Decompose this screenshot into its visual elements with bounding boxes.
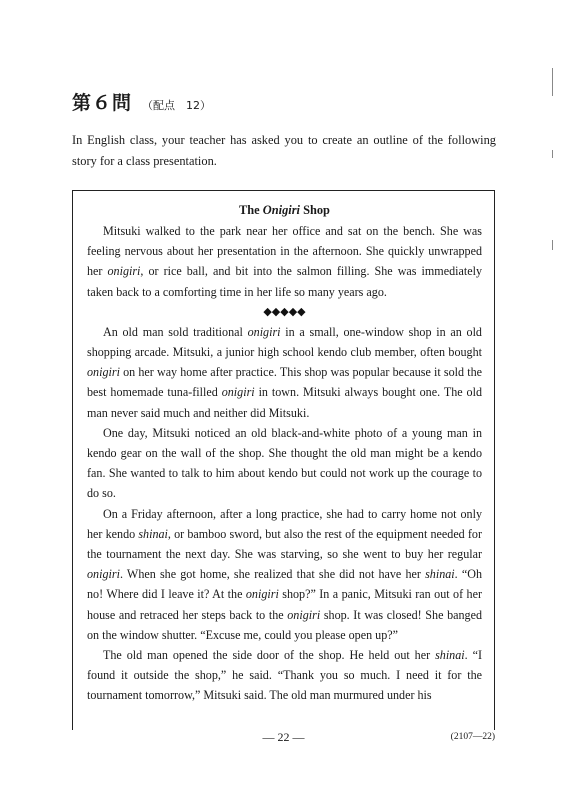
text-run: . “I found it outside the shop,” he said. “Thank you so much. I need it for the tournament tomorrow,” Mitsuki said. The old man murmured under his	[87, 648, 482, 703]
text-run: , or bamboo sword, but also the rest of the equipment needed for the tournament the next day. She was starving, so she went to buy her regular	[87, 526, 483, 562]
story-paragraph	[87, 221, 482, 302]
text-run: in a small, one-window shop in an old shopping arcade. Mitsuki, a junior high school kendo club member, often bought	[87, 324, 482, 360]
italic-term: shinai	[138, 526, 168, 541]
italic-term: onigiri	[245, 587, 279, 602]
italic-term: onigiri	[107, 264, 141, 279]
story-paragraph	[87, 322, 482, 423]
intro-text	[72, 130, 496, 172]
question-heading	[72, 88, 211, 115]
story-title-italic: Onigiri	[262, 203, 300, 217]
page-code: (2107—22)	[450, 732, 495, 742]
text-run: An old man sold traditional	[103, 324, 248, 339]
italic-term: onigiri	[221, 385, 255, 400]
intro-paragraph: In English class, your teacher has asked you to create an outline of the following story for a class presentation.	[72, 133, 496, 168]
italic-term: onigiri	[247, 324, 281, 339]
italic-term: onigiri	[287, 607, 321, 622]
text-run: in town. Mitsuki always bought one. The old man never said much and neither did Mitsuki.	[87, 385, 483, 420]
scan-margin-mark	[552, 240, 553, 250]
text-run: . When she got home, she realized that she did not have her	[119, 567, 426, 582]
text-run: . “Oh no! Where did I leave it? At the	[87, 567, 482, 602]
story-box	[72, 190, 495, 730]
story-paragraph	[87, 645, 482, 706]
italic-term: shinai	[425, 567, 455, 582]
italic-term: shinai	[435, 648, 465, 663]
text-run: The old man opened the side door of the shop. He held out her	[103, 648, 436, 663]
section-separator: ◆◆◆◆◆	[263, 305, 306, 318]
story-title-post: Shop	[299, 203, 330, 217]
page-number: — 22 —	[262, 730, 305, 744]
text-run: shop. It was closed! She banged on the window shutter. “Excuse me, could you please open up?”	[87, 607, 482, 642]
text-run: shop?” In a panic, Mitsuki ran out of her house and retraced her steps back to the	[87, 587, 482, 622]
story-title-pre: The	[239, 203, 263, 217]
text-run: Mitsuki walked to the park near her office and sat on the bench. She was feeling nervous about her presentation in the afternoon. She quickly unwrapped her	[87, 224, 482, 279]
question-points: （配点 12）	[142, 99, 212, 112]
italic-term: onigiri	[87, 365, 120, 380]
story-title	[87, 199, 482, 221]
text-run: , or rice ball, and bit into the salmon filling. She was immediately taken back to a comforting time in her life so many years ago.	[87, 264, 482, 299]
story-paragraph	[87, 423, 482, 504]
question-number: 第６問	[72, 92, 133, 114]
italic-term: onigiri	[87, 567, 120, 582]
text-run: On a Friday afternoon, after a long practice, she had to carry home not only her kendo	[87, 506, 482, 541]
story-body	[87, 199, 482, 706]
story-paragraph	[87, 504, 482, 645]
text-run: One day, Mitsuki noticed an old black-and-white photo of a young man in kendo gear on the wall of the shop. She thought the old man might be a kendo fan. She wanted to talk to him about kendo but could not work up the courage to do so.	[87, 425, 482, 501]
scan-margin-mark	[552, 150, 553, 158]
scan-margin-mark	[552, 68, 553, 96]
text-run: on her way home after practice. This shop was popular because it sold the best homemade tuna-filled	[87, 365, 482, 400]
